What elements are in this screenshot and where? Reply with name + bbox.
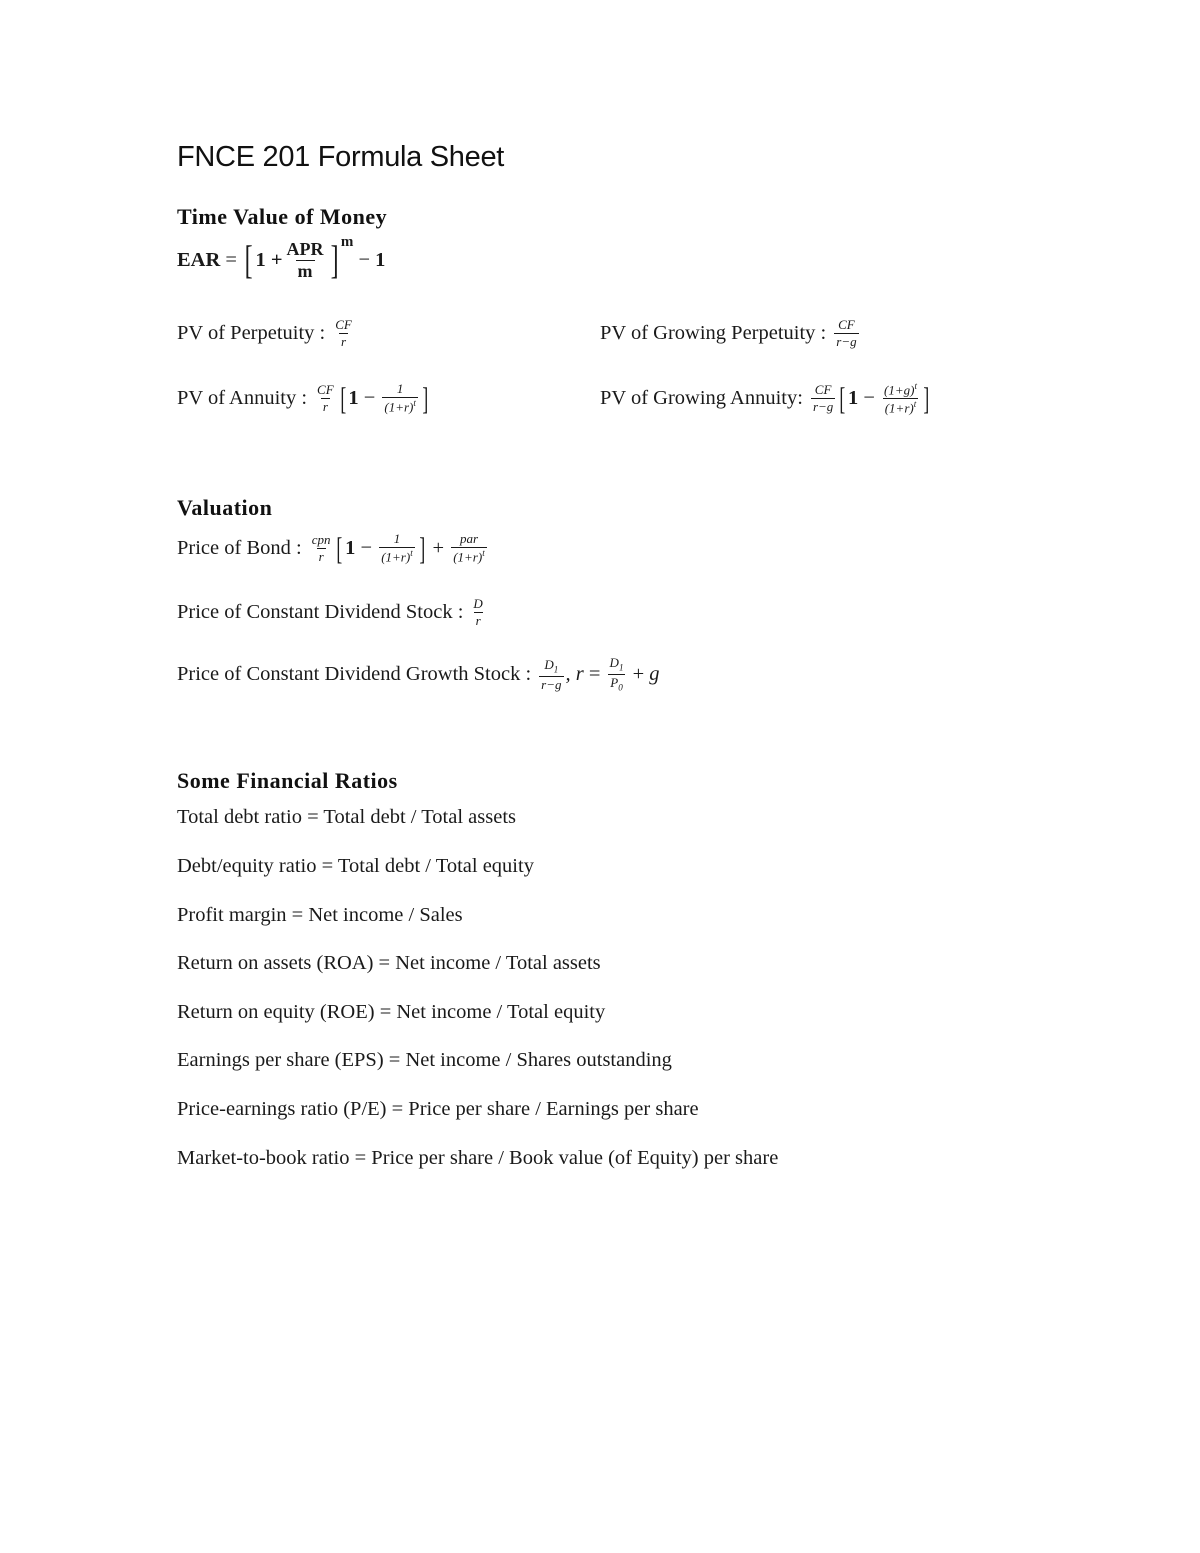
page-title: FNCE 201 Formula Sheet <box>177 141 505 173</box>
bond-price-formula: Price of Bond : $\frac{\text{cpn}}{r}$ [ 1 − $\frac{1}{(1+r)^t}$ ] + $\frac{\text{par}}{(1+r)^t}$ <box>177 530 485 566</box>
ear-numerator: APR <box>286 239 324 259</box>
ratio-item: Profit margin = Net income / Sales <box>177 904 463 926</box>
ear-exponent: m <box>340 233 354 250</box>
ear-label: EAR <box>177 248 221 271</box>
constant-growth-formula: Price of Constant Dividend Growth Stock : $\frac{D_1}{r-g}$ , r = $\frac{D_1}{P_0}$ + g <box>177 655 660 693</box>
section-heading-valuation: Valuation <box>177 495 273 520</box>
ear-denominator: m <box>297 260 313 281</box>
ratio-item: Return on assets (ROA) = Net income / Total assets <box>177 952 601 974</box>
section-heading-ratios: Some Financial Ratios <box>177 768 398 793</box>
constant-dividend-formula: Price of Constant Dividend Stock : $\frac{D}{r}$ <box>177 596 483 628</box>
pv-annuity-formula: PV of Annuity : $\frac{CF}{r}$ [ 1 − $\frac{1}{(1+r)^t}$ ] <box>177 380 429 416</box>
pv-perpetuity-label: PV of Perpetuity : <box>177 321 326 344</box>
ratio-item: Total debt ratio = Total debt / Total assets <box>177 806 516 828</box>
ratio-item: Earnings per share (EPS) = Net income / Shares outstanding <box>177 1049 672 1071</box>
ear-formula: EAR = [ 1 + $\frac{\text{APR}}{m}$ ] m − 1 <box>177 233 386 283</box>
pv-growing-annuity-label: PV of Growing Annuity: <box>600 386 803 409</box>
pv-growing-perpetuity-label: PV of Growing Perpetuity : <box>600 321 827 344</box>
ratio-item: Market-to-book ratio = Price per share / Book value (of Equity) per share <box>177 1147 779 1169</box>
bond-price-label: Price of Bond : <box>177 536 302 559</box>
ratio-item: Debt/equity ratio = Total debt / Total equity <box>177 855 534 877</box>
constant-dividend-label: Price of Constant Dividend Stock : <box>177 600 464 623</box>
pv-growing-annuity-formula: PV of Growing Annuity: $\frac{CF}{r-g}$ [ 1 − $\frac{(1+g)^t}{(1+r)^t}$ ] <box>600 380 930 417</box>
section-heading-tvm: Time Value of Money <box>177 204 388 229</box>
pv-perpetuity-formula: PV of Perpetuity : $\frac{CF}{r}$ <box>177 317 352 349</box>
pv-growing-perpetuity-formula: PV of Growing Perpetuity : $\frac{CF}{r-g}$ <box>600 317 857 349</box>
ratio-item: Return on equity (ROE) = Net income / Total equity <box>177 1001 606 1023</box>
ratio-item: Price-earnings ratio (P/E) = Price per share / Earnings per share <box>177 1098 699 1120</box>
pv-annuity-label: PV of Annuity : <box>177 386 308 409</box>
constant-growth-label: Price of Constant Dividend Growth Stock : <box>177 663 532 686</box>
